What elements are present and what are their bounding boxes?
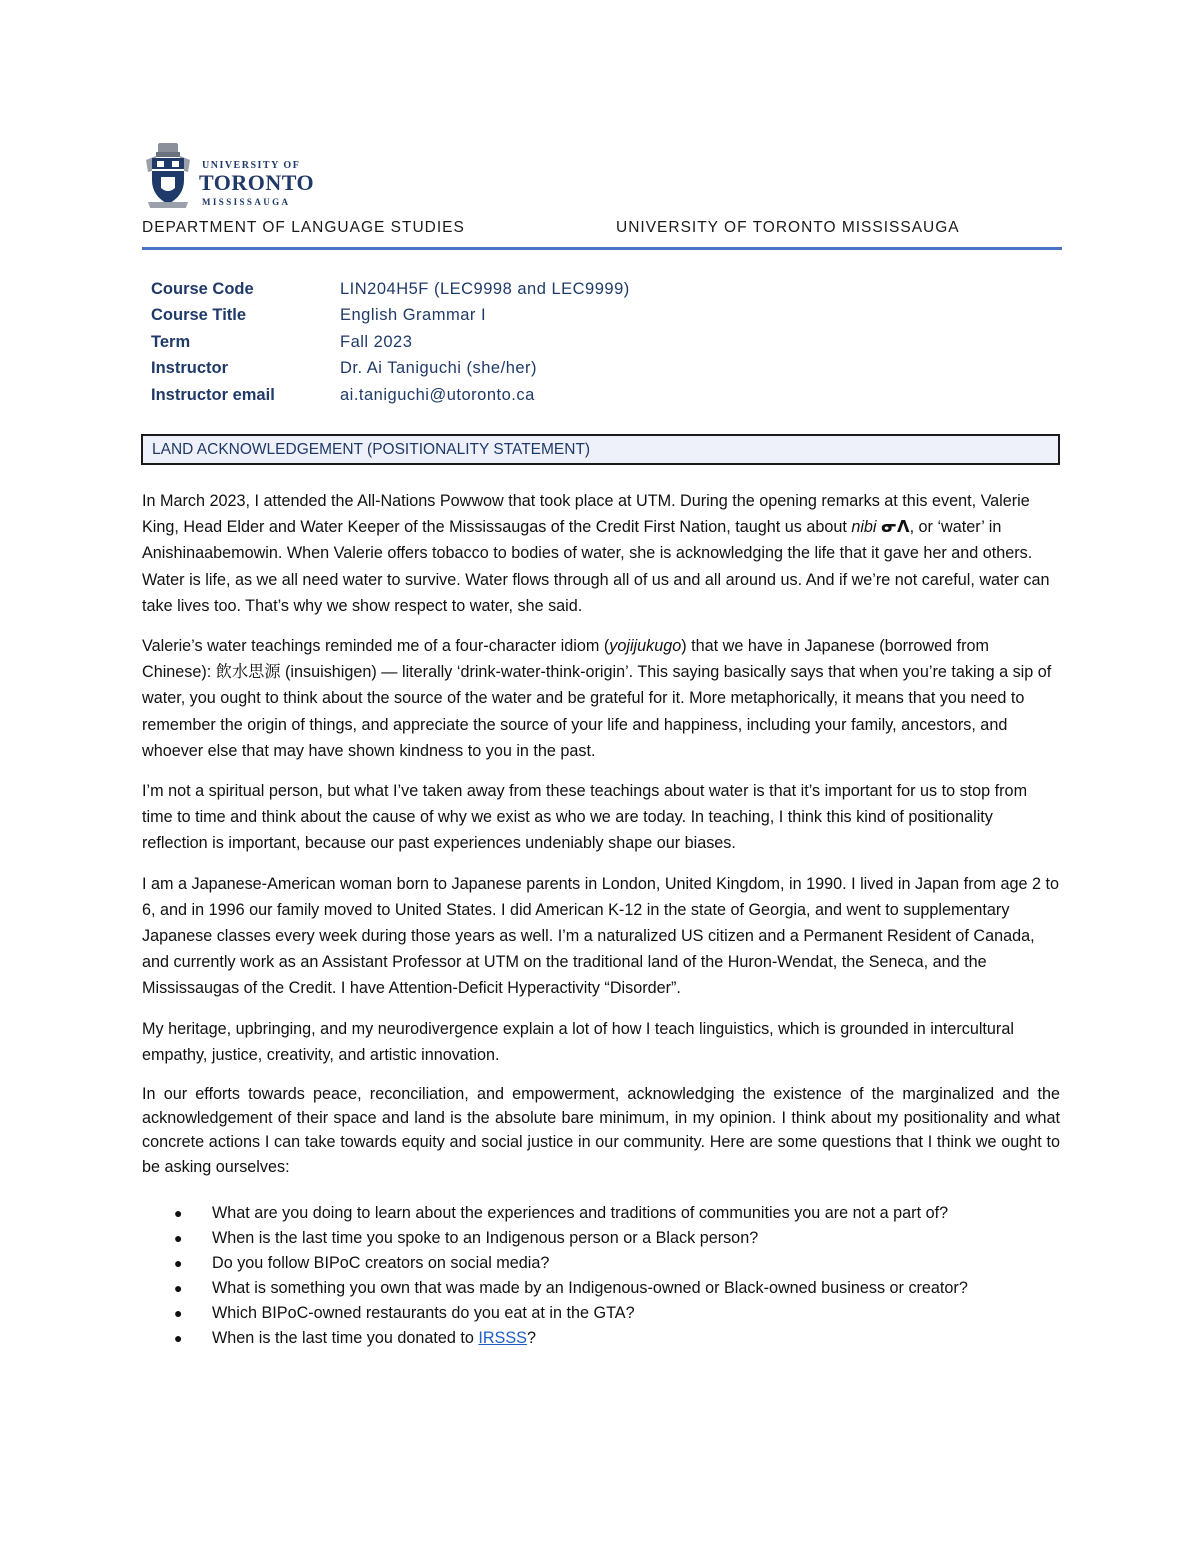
list-item: [142, 1201, 1060, 1226]
list-item: [142, 1276, 1060, 1301]
paragraph-text: , or ‘water’ in Anishinaabemowin. When Valerie offers tobacco to bodies of water, she is acknowledging the life that it gave her and others. Water is life, as we all need water to survive. Water flows through all of us and all around us. And if we’re not careful, water can take lives too. That’s why we show respect to water, she said.: [142, 518, 1050, 615]
section-heading-box: [141, 434, 1060, 465]
term-value: Fall 2023: [340, 333, 413, 351]
paragraph: My heritage, upbringing, and my neurodivergence explain a lot of how I teach linguistics, which is grounded in intercultural empathy, justice, creativity, and artistic innovation.: [142, 1019, 1014, 1064]
list-item: [142, 1301, 1060, 1326]
paragraph: I’m not a spiritual person, but what I’ve taken away from these teachings about water is that it’s important for us to stop from time to time and think about the cause of why we exist as who we are today. In teaching, I think this kind of positionality reflection is important, because our past experiences undeniably shape our biases.: [142, 782, 1028, 853]
paragraph: In our efforts towards peace, reconciliation, and empowerment, acknowledging the existence of the marginalized and the acknowledgement of their space and land is the absolute bare minimum, in my opinion. I think about my positionality and what concrete actions I can take towards equity and social justice in our community. Here are some questions that I think we ought to be asking ourselves:: [142, 1085, 1060, 1176]
irsss-link[interactable]: IRSSS: [478, 1328, 527, 1347]
question-text: Which BIPoC-owned restaurants do you eat at in the GTA?: [212, 1303, 635, 1322]
bullet-icon: ●: [174, 1229, 183, 1246]
paragraph: [142, 488, 1060, 619]
term-yojijukugo: yojijukugo: [609, 637, 682, 656]
instructor-label: Instructor: [151, 359, 229, 377]
syllabics-nibi: ᓂᐱ: [881, 518, 910, 537]
list-item: [142, 1251, 1060, 1276]
university-name: UNIVERSITY OF TORONTO MISSISSAUGA: [616, 219, 960, 236]
instructor-email-value: ai.taniguchi@utoronto.ca: [340, 386, 535, 404]
bullet-icon: ●: [174, 1204, 183, 1221]
question-text: Do you follow BIPoC creators on social media?: [212, 1253, 550, 1272]
question-text: When is the last time you donated to: [212, 1328, 479, 1347]
bullet-icon: ●: [174, 1254, 183, 1271]
university-logo: [142, 140, 322, 212]
question-list: [142, 1201, 1060, 1351]
paragraph-text: Valerie’s water teachings reminded me of a four-character idiom (: [142, 637, 610, 656]
header-divider: [142, 247, 1062, 250]
paragraph: [142, 633, 1060, 764]
course-code-label: Course Code: [151, 280, 254, 298]
instructor-email-label: Instructor email: [151, 386, 275, 404]
bullet-icon: ●: [174, 1304, 183, 1321]
term-nibi: nibi: [851, 518, 877, 537]
crest-icon: [142, 140, 194, 212]
logo-line-university-of: UNIVERSITY OF: [202, 160, 301, 171]
section-heading: LAND ACKNOWLEDGEMENT (POSITIONALITY STATEMENT): [152, 441, 591, 458]
paragraph: I am a Japanese-American woman born to Japanese parents in London, United Kingdom, in 1990. I lived in Japan from age 2 to 6, and in 1996 our family moved to United States. I did American K-12 in the state of Georgia, and went to supplementary Japanese classes every week during those years as well. I’m a naturalized US citizen and a Permanent Resident of Canada, and currently work as an Assistant Professor at UTM on the traditional land of the Huron-Wendat, the Seneca, and the Mississaugas of the Credit. I have Attention-Deficit Hyperactivity “Disorder”.: [142, 874, 1059, 998]
term-label: Term: [151, 333, 191, 351]
paragraph-text: In March 2023, I attended the All-Nations Powwow that took place at UTM. During the opening remarks at this event, Valerie King, Head Elder and Water Keeper of the Mississaugas of the Credit First Nation, taught us about: [142, 492, 1030, 537]
document-body: [142, 488, 1060, 1351]
instructor-value: Dr. Ai Taniguchi (she/her): [340, 359, 538, 377]
paragraph-text: ) that we have in Japanese (borrowed from Chinese): 飲水思源 (insuishigen) — literally ‘drink-water-think-origin’. This saying basically says that when you’re taking a sip of water, you ought to think about the source of the water and be grateful for it. More metaphorically, it means that you need to remember the origin of things, and appreciate the source of your life and happiness, including your family, ancestors, and whoever else that may have shown kindness to you in the past.: [142, 637, 1052, 760]
question-text: When is the last time you spoke to an Indigenous person or a Black person?: [212, 1228, 759, 1247]
list-item: [142, 1226, 1060, 1251]
department-name: DEPARTMENT OF LANGUAGE STUDIES: [142, 219, 465, 236]
bullet-icon: ●: [174, 1329, 183, 1346]
list-item: [142, 1326, 1060, 1351]
question-text: ?: [526, 1328, 536, 1347]
question-text: What are you doing to learn about the experiences and traditions of communities you are not a part of?: [212, 1203, 949, 1222]
logo-line-toronto: TORONTO: [199, 170, 315, 195]
question-text: What is something you own that was made by an Indigenous-owned or Black-owned business or creator?: [212, 1278, 968, 1297]
course-title-value: English Grammar I: [340, 306, 487, 324]
bullet-icon: ●: [174, 1279, 183, 1296]
course-code-value: LIN204H5F (LEC9998 and LEC9999): [340, 280, 630, 298]
logo-line-mississauga: MISSISSAUGA: [202, 197, 291, 207]
course-title-label: Course Title: [151, 306, 247, 324]
